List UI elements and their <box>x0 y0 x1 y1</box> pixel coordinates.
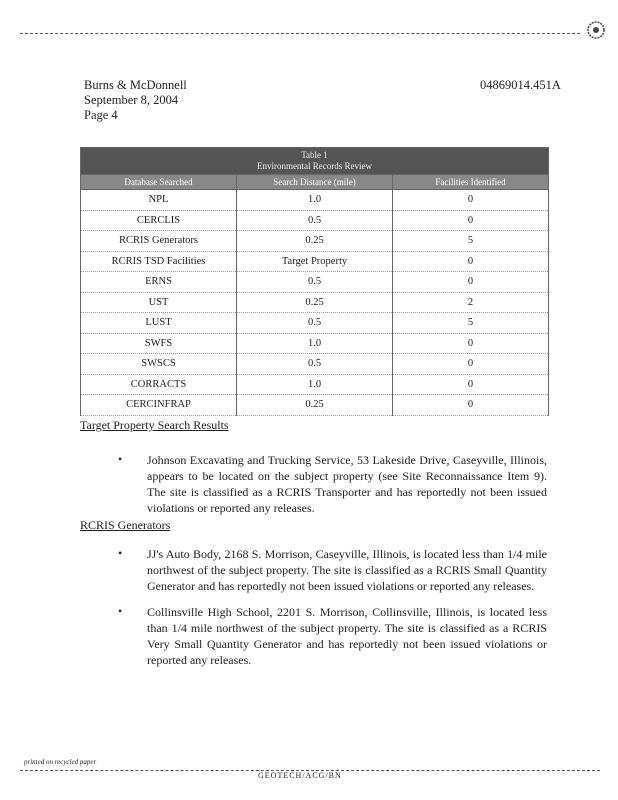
table-row: SWSCS 0.5 0 <box>81 354 549 375</box>
target-property-heading: Target Property Search Results <box>80 418 229 432</box>
seal-icon <box>586 20 606 40</box>
paragraph-jjs-auto-body: JJ's Auto Body, 2168 S. Morrison, Caseyville, Illinois, is located less than 1/4 mile northwest of the subject property. The site is classified as a RCRIS Small Quantity Generator and has reportedly not been issued violations or reported any releases. <box>147 547 547 593</box>
footer-code: GEOTECH/ACG/BN <box>258 771 342 780</box>
table-title: Table 1 Environmental Records Review <box>81 148 549 175</box>
paragraph-collinsville-high: Collinsville High School, 2201 S. Morrison, Collinsville, Illinois, is located less than 1/4 mile northwest of the subject property. The site is classified as a RCRIS Very Small Quantity Generator and has reportedly not been issued violations or reported any releases. <box>147 605 547 667</box>
table-row: NPL 1.0 0 <box>81 190 549 211</box>
bullet-icon: • <box>118 452 123 466</box>
col-distance: Search Distance (mile) <box>237 175 393 190</box>
footer-recycled-note: printed on recycled paper <box>24 758 97 766</box>
table-row: RCRIS TSD Facilities Target Property 0 <box>81 251 549 272</box>
table-row: UST 0.25 2 <box>81 292 549 313</box>
paragraph-target-site: Johnson Excavating and Trucking Service, 53 Lakeside Drive, Caseyville, Illinois, appears to be located on the subject property (see Site Reconnaissance Item 9). The site is classified as a RCRIS Transporter and has reportedly not been issued violations or reported any releases. <box>147 453 547 515</box>
table-row: ERNS 0.5 0 <box>81 272 549 293</box>
header-left <box>84 78 187 123</box>
table-row: SWFS 1.0 0 <box>81 333 549 354</box>
project-number: 04869014.451A <box>480 78 561 92</box>
table-row: LUST 0.5 5 <box>81 313 549 334</box>
page-number: Page 4 <box>84 108 118 122</box>
col-facilities: Facilities Identified <box>393 175 549 190</box>
table-row: RCRIS Generators 0.25 5 <box>81 231 549 252</box>
table-row: CERCINFRAP 0.25 0 <box>81 395 549 416</box>
records-table <box>80 147 549 416</box>
bullet-icon: • <box>118 604 123 618</box>
company-name: Burns & McDonnell <box>84 78 187 92</box>
rcris-generators-heading: RCRIS Generators <box>80 518 171 532</box>
bullet-icon: • <box>118 546 123 560</box>
top-rule <box>20 33 580 34</box>
table-row: CERCLIS 0.5 0 <box>81 210 549 231</box>
table-body <box>81 190 549 416</box>
report-date: September 8, 2004 <box>84 93 179 107</box>
col-database: Database Searched <box>81 175 237 190</box>
table-row: CORRACTS 1.0 0 <box>81 374 549 395</box>
